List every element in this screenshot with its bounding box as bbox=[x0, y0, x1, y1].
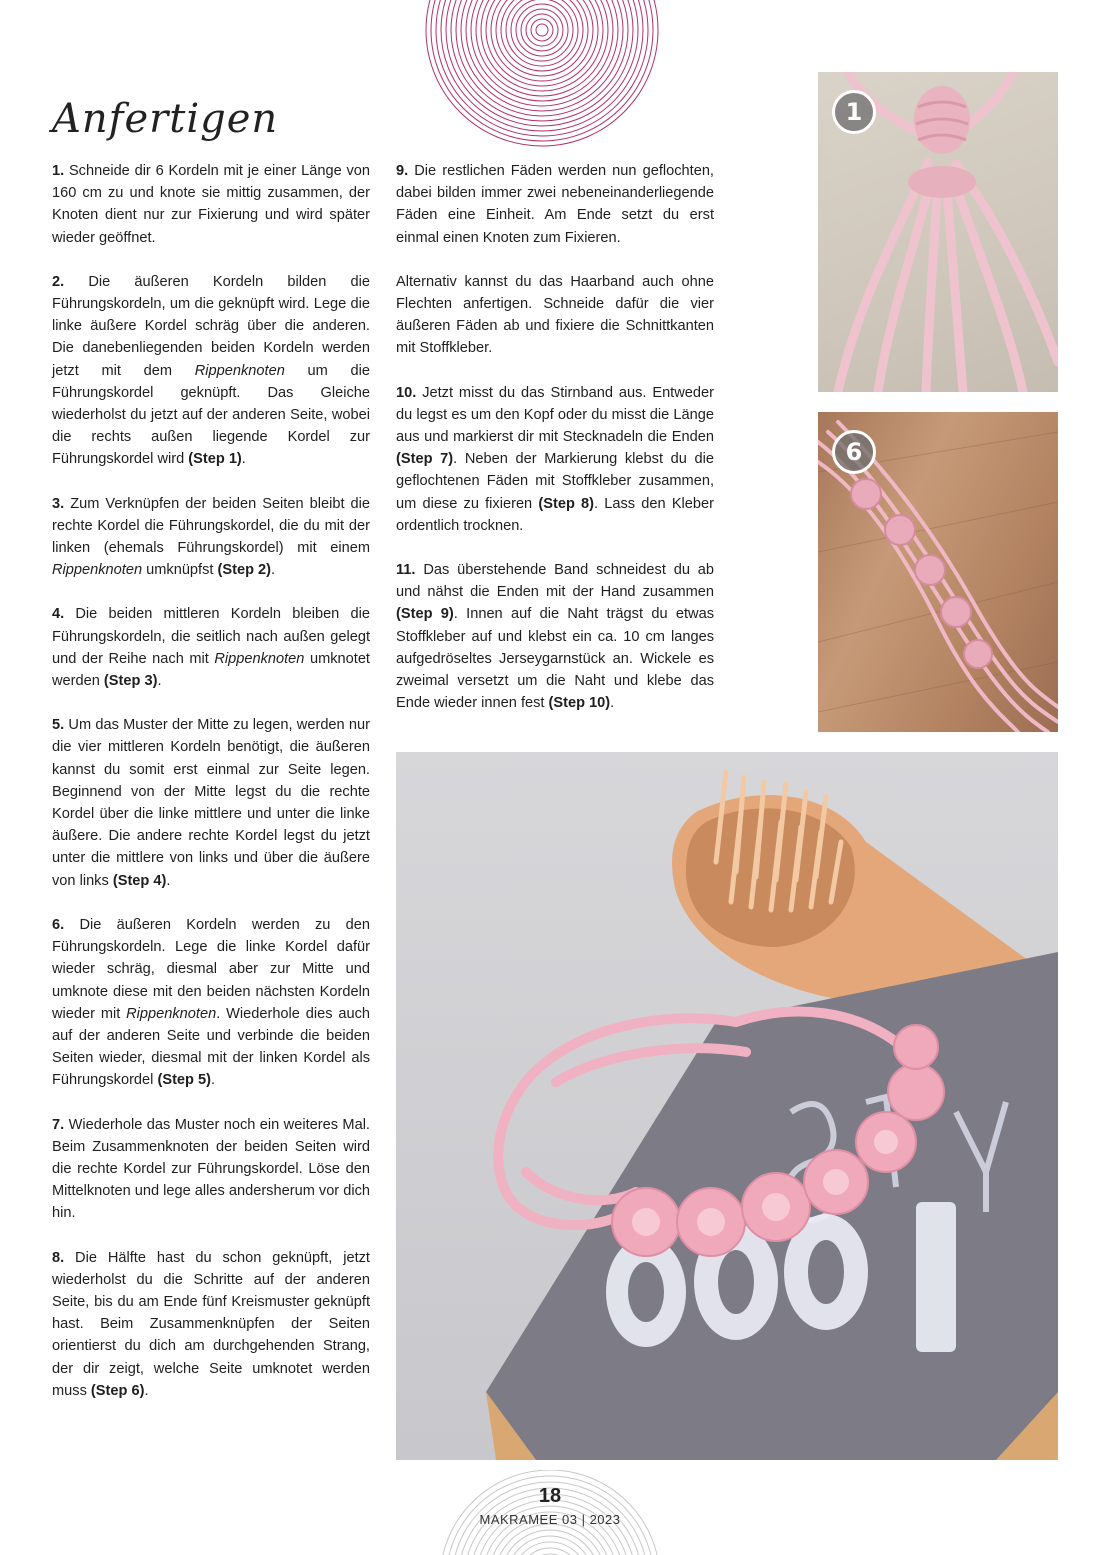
instruction-step bbox=[52, 603, 370, 692]
instructions-left-column bbox=[52, 160, 370, 1424]
step-number: 6. bbox=[52, 916, 65, 933]
step-text: . bbox=[144, 1382, 149, 1399]
step-text: . bbox=[271, 562, 276, 579]
step-number: 5. bbox=[52, 717, 65, 734]
instruction-step bbox=[52, 493, 370, 582]
instruction-step bbox=[52, 1247, 370, 1402]
instruction-step bbox=[52, 1114, 370, 1225]
step-text: Zum Verknüpfen der beiden Seiten bleibt die rechte Kordel die Führungskordel, die du mit der linken (ehemals Führungskordel) mit einem bbox=[52, 495, 370, 557]
technique-term: Rippenknoten bbox=[126, 1005, 217, 1022]
instruction-step bbox=[396, 382, 714, 537]
technique-term: Rippenknoten bbox=[52, 562, 143, 579]
technique-term: Rippenknoten bbox=[214, 650, 305, 667]
step-number: 9. bbox=[396, 163, 409, 179]
step-number: 3. bbox=[52, 495, 65, 512]
step-text: . Lass den Kleber ordentlich trocknen. bbox=[396, 495, 715, 534]
step-text: . Neben der Markierung klebst du die geflochtenen Fäden mit Stoffkleber zusammen, um diese zu fixieren bbox=[396, 451, 715, 512]
step-text: Schneide dir 6 Kordeln mit je einer Länge von 160 cm zu und knote sie mittig zusammen, der Knoten dient nur zur Fixierung und wird später wieder geöffnet. bbox=[52, 163, 370, 246]
page-title: Anfertigen bbox=[52, 96, 279, 142]
step-text: Um das Muster der Mitte zu legen, werden nur die vier mittleren Kordeln benötigt, die äußeren kannst du somit erst einmal zur Seite legen. Beginnend von der Mitte legst du die rechte Kordel über die linke mittlere und unter die linke äußere. Die andere rechte Kordel legst du jetzt unter die mittlere von links und über die äußere von links bbox=[52, 717, 370, 889]
instruction-step bbox=[396, 271, 714, 360]
step-reference: (Step 10) bbox=[548, 695, 611, 712]
page-number: 18 bbox=[538, 1485, 562, 1507]
step-text: Wiederhole das Muster noch ein weiteres Mal. Beim Zusammenknoten der beiden Seiten wird die rechte Kordel zur Führungskordel. Löse den Mittelknoten und lege alles andersherum vor dich hin. bbox=[52, 1116, 370, 1222]
step-number: 4. bbox=[52, 606, 65, 623]
step-reference: (Step 7) bbox=[396, 451, 454, 468]
step-text: . bbox=[157, 673, 162, 690]
step-number: 10. bbox=[396, 384, 417, 401]
step-text: Die äußeren Kordeln werden zu den Führungskordeln. Lege die linke Kordel dafür wieder schräg, diesmal aber zur Mitte und umknote diese mit den beiden nächsten Kordeln wieder mit bbox=[52, 916, 370, 1022]
instruction-step bbox=[52, 160, 370, 249]
step-text: Die beiden mittleren Kordeln bleiben die Führungskordeln, die seitlich nach außen gelegt und der Reihe nach mit bbox=[52, 606, 370, 667]
step-text: . Wiederhole dies auch auf der anderen Seite und verbinde die beiden Seiten wieder, diesmal mit der linken Kordel als Führungskordel bbox=[52, 1005, 370, 1089]
step-number: 8. bbox=[52, 1249, 65, 1266]
instruction-step bbox=[396, 559, 714, 714]
step-number: 11. bbox=[396, 562, 416, 579]
step-reference: (Step 5) bbox=[157, 1072, 211, 1089]
headband-photo bbox=[396, 752, 1058, 1460]
step-number-badge: 1 bbox=[832, 90, 876, 134]
step-text: . Innen auf die Naht trägst du etwas Stoffkleber auf und klebst ein ca. 10 cm langes aufgedröseltes Jerseygarnstück an. Wickele es zweimal versetzt um die Naht und klebe das Ende wieder innen fest bbox=[396, 606, 714, 712]
instructions-middle-column bbox=[396, 160, 714, 736]
instruction-step bbox=[52, 271, 370, 471]
step-text: . bbox=[610, 695, 615, 712]
step-reference: (Step 4) bbox=[112, 872, 167, 889]
decorative-circles bbox=[320, 0, 740, 180]
step-text: umknotet werden bbox=[52, 650, 370, 690]
step-reference: (Step 9) bbox=[396, 606, 454, 623]
step-text: um die Führungskordel geknüpft. Das Gleiche wiederholst du jetzt auf der anderen Seite, wobei die rechts außen liegende Kordel zur Führungskordel wird bbox=[52, 362, 370, 468]
step-1-photo bbox=[818, 72, 1058, 392]
step-reference: (Step 2) bbox=[217, 562, 272, 579]
technique-term: Rippenknoten bbox=[194, 362, 285, 379]
step-text: Das überstehende Band schneidest du ab und nähst die Enden mit der Hand zusammen bbox=[396, 562, 714, 601]
instruction-step bbox=[52, 914, 370, 1092]
step-text: Jetzt misst du das Stirnband aus. Entweder du legst es um den Kopf oder du misst die Länge aus und markierst dir mit Stecknadeln die Enden bbox=[396, 384, 714, 446]
step-number: 7. bbox=[52, 1116, 65, 1133]
step-text: . bbox=[166, 872, 171, 889]
step-text: . bbox=[210, 1072, 216, 1089]
instruction-step bbox=[52, 714, 370, 892]
instruction-step bbox=[396, 160, 714, 249]
step-number: 1. bbox=[52, 163, 65, 179]
step-number-badge: 6 bbox=[832, 430, 876, 474]
step-text: Alternativ kannst du das Haarband auch ohne Flechten anfertigen. Schneide dafür die vier äußeren Fäden ab und fixiere die Schnittkanten mit Stoffkleber. bbox=[396, 273, 714, 357]
magazine-issue: MAKRAMEE 03 | 2023 bbox=[479, 1512, 621, 1527]
step-reference: (Step 1) bbox=[188, 451, 242, 468]
step-number: 2. bbox=[52, 273, 65, 290]
step-text: Die restlichen Fäden werden nun geflochten, dabei bilden immer zwei nebeneinanderliegende Fäden eine Einheit. Am Ende setzt du erst einmal einen Knoten zum Fixieren. bbox=[396, 163, 714, 246]
step-text: . bbox=[241, 451, 246, 468]
step-reference: (Step 6) bbox=[90, 1382, 145, 1399]
step-reference: (Step 3) bbox=[103, 673, 158, 690]
step-text: umknüpfst bbox=[142, 562, 218, 579]
step-reference: (Step 8) bbox=[538, 495, 595, 512]
step-6-photo bbox=[818, 412, 1058, 732]
step-text: Die äußeren Kordeln bilden die Führungskordeln, um die geknüpft wird. Lege die linke äußere Kordel schräg über die anderen. Die danebenliegenden beiden Kordeln werden jetzt mit dem bbox=[52, 273, 370, 379]
step-text: Die Hälfte hast du schon geknüpft, jetzt wiederholst du die Schritte auf der anderen Seite, bis du am Ende fünf Kreismuster geknüpft hast. Beim Zusammenknüpfen der Seiten orientierst du dich am durchgehenden Strang, der dir zeigt, welche Seite umknotet werden muss bbox=[52, 1249, 370, 1399]
